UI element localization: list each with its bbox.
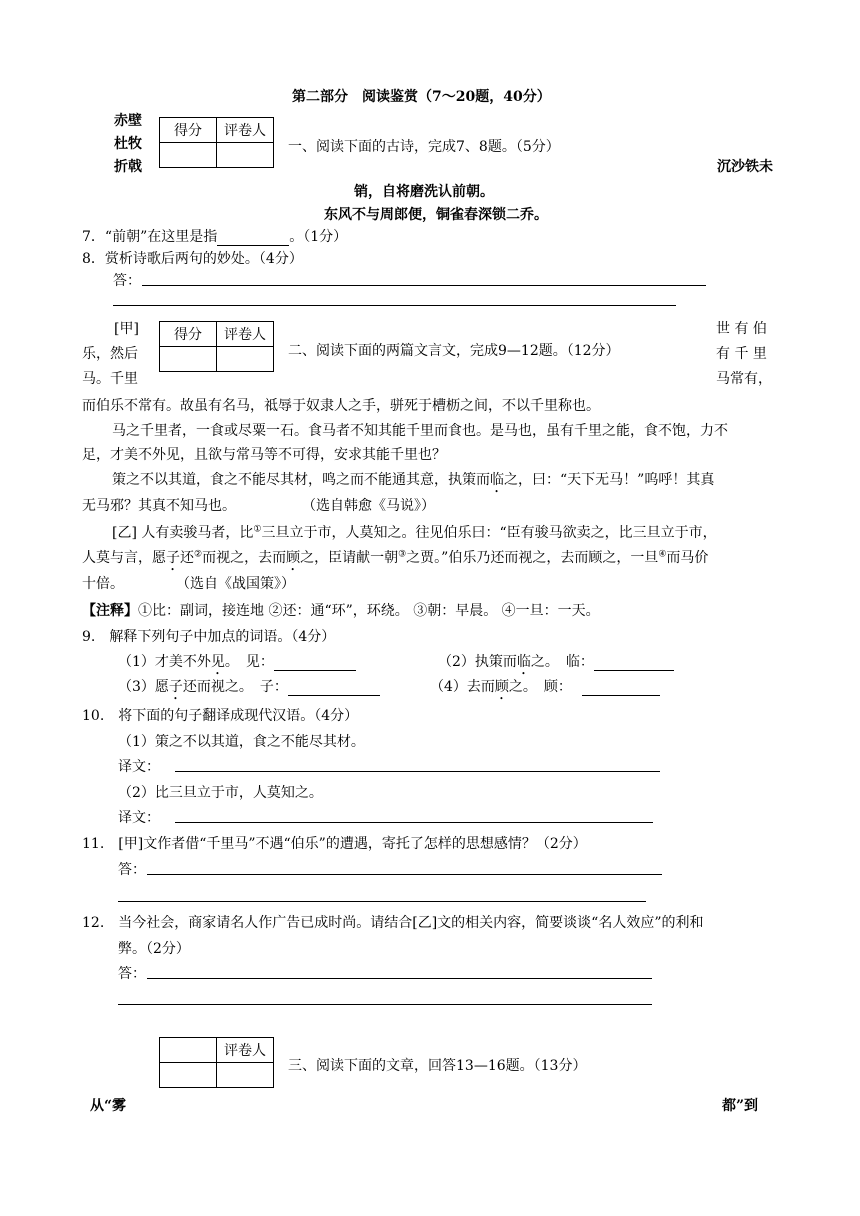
answer-label-11: 答： [118,862,146,878]
yi-line3 [82,573,295,593]
text-run: 而视之，去而 [202,550,287,566]
jia-label: [甲] [114,321,139,337]
question-10-sentence-2: （2）比三旦立于市，人莫知之。 [118,785,323,801]
text-run: 之，臣请献一朝 [300,550,399,566]
dotted-word: 临 [490,472,504,488]
source-citation: （选自韩愈《马说》） [302,498,435,514]
score-box-1 [159,117,274,168]
jia-para3-line1 [112,469,714,496]
question-7-text: 7．“前朝”在这里是指 [82,229,218,245]
text-run: （2）执策而 [438,654,517,670]
score-box-2 [159,321,274,372]
translation-label-1: 译文： [118,759,160,775]
answer-blank[interactable] [274,654,356,671]
text-run: 之。 临： [530,654,594,670]
question-10-sentence-1: （1）策之不以其道，食之不能尽其材。 [118,734,365,750]
question-11: 11. [甲]文作者借“千里马”不遇“伯乐”的遭遇，寄托了怎样的思想感情？（2分） [82,836,587,852]
dotted-word: 子 [166,550,180,566]
grader-cell[interactable] [217,143,274,168]
yi-line2 [82,547,708,574]
text-run: 还而视之。 子： [182,679,288,695]
answer-label-12: 答： [118,966,146,982]
score-header: 得分 [160,322,217,347]
jia-para1-end: 而伯乐不常有。故虽有名马，祗辱于奴隶人之手，骈死于槽枥之间，不以千里称也。 [82,398,600,414]
section1-instruction: 一、阅读下面的古诗，完成7、8题。（5分） [288,139,560,155]
answer-blank[interactable] [582,679,660,696]
dotted-word: 临 [516,654,531,670]
answer-line-12b[interactable] [118,1004,652,1005]
text-run: 。 见： [224,654,274,670]
question-9-item-2 [438,651,674,678]
dotted-word: 顾 [494,679,509,695]
dotted-word: 子 [168,679,183,695]
text-run: 无马邪？其真不知马也。 [82,498,236,514]
answer-line-11b[interactable] [118,901,646,902]
grader-cell[interactable] [217,1063,274,1088]
jia-left-3: 马。千里 [82,371,138,387]
answer-blank[interactable] [594,654,674,671]
dotted-word: 顾 [286,550,301,566]
footnote-marker: ③ [398,549,407,560]
section2-instruction: 二、阅读下面的两篇文言文，完成9—12题。（12分） [288,343,620,359]
score-cell[interactable] [160,347,217,372]
grader-header: 评卷人 [217,1038,274,1063]
text-run: （3）愿 [118,679,169,695]
text-run: 之。 顾： [508,679,572,695]
text-run: （1）才美不外 [118,654,211,670]
poem-author: 杜牧 [114,136,142,152]
translation-line-2[interactable] [175,822,653,823]
poem-line3: 东风不与周郎便，铜雀春深锁二乔。 [324,207,548,223]
score-cell[interactable] [160,1063,217,1088]
text-run: 三旦立于市，人莫知之。往见伯乐曰：“臣有骏马欲卖之，比三旦立于市， [261,525,717,541]
translation-line-1[interactable] [175,771,660,772]
score-box-3 [159,1037,274,1088]
answer-line-11a[interactable] [147,874,662,875]
footnote-marker: ④ [658,549,667,560]
poem-title: 赤壁 [114,113,142,129]
jia-para2-line2: 足，才美不外见，且欲与常马等不可得，安求其能千里也？ [82,447,446,463]
question-9: 9. 解释下列句子中加点的词语。（4分） [82,629,336,645]
text-run: 之，曰：“天下无马！”呜呼！其真 [504,472,715,488]
answer-line-8a[interactable] [142,285,706,286]
poem-line1-tail: 沉沙铁未 [717,159,773,175]
jia-para3-line2 [82,495,435,515]
grader-cell[interactable] [217,347,274,372]
jia-left-2: 乐，然后 [82,346,138,362]
answer-blank-7[interactable] [217,229,289,246]
question-12-line2: 弊。（2分） [118,941,190,957]
jia-right-3: 马常有， [716,371,772,387]
question-9-item-1 [118,651,356,678]
dotted-word: 见 [210,654,225,670]
text-run: 策之不以其道，食之不能尽其材，鸣之而不能通其意，执策而 [112,472,490,488]
answer-label-8: 答： [113,273,141,289]
text-run: 之贾。”伯乐乃还而视之，去而顾之，一旦 [406,550,659,566]
question-10: 10. 将下面的句子翻译成现代汉语。（4分） [82,708,359,724]
article-title-right: 都”到 [722,1098,759,1114]
article-title-left: 从“雾 [90,1098,127,1114]
annotation-text: ①比：副词，接连地 ②还：通“环”，环绕。 ③朝：早晨。 ④一旦：一天。 [138,603,600,619]
part-title: 第二部分 阅读鉴赏（7～20题，40分） [292,89,551,105]
question-12-line1: 12. 当今社会，商家请名人作广告已成时尚。请结合[乙]文的相关内容，简要谈谈“名人效应”的利和 [82,915,704,931]
text-run: 而马价 [666,550,709,566]
jia-para2-line1: 马之千里者，一食或尽粟一石。食马者不知其能千里而食也。是马也，虽有千里之能，食不饱，力不 [112,423,728,439]
question-9-item-4 [430,676,660,703]
text-run: [乙] 人有卖骏马者，比 [112,525,254,541]
text-run: 人莫与言，愿 [82,550,166,566]
text-run: 还 [180,550,194,566]
jia-right-2: 有 千 里 [716,346,767,362]
poem-start: 折戟 [114,159,142,175]
answer-blank[interactable] [288,679,380,696]
translation-label-2: 译文： [118,810,160,826]
question-8: 8．赏析诗歌后两句的妙处。（4分） [82,251,303,267]
annotation-label: 【注释】 [82,603,138,619]
text-run: 十倍。 [82,576,124,592]
annotation [82,600,600,620]
grader-header: 评卷人 [217,118,274,143]
score-cell[interactable] [160,143,217,168]
poem-line2: 销，自将磨洗认前朝。 [354,184,494,200]
answer-line-8b[interactable] [113,305,676,306]
question-9-item-3 [118,676,380,703]
question-7 [82,226,347,246]
footnote-marker: ② [194,549,203,560]
score-header [160,1038,217,1063]
score-header: 得分 [160,118,217,143]
source-citation: （选自《战国策》） [176,576,295,592]
text-run: （4）去而 [430,679,495,695]
section3-instruction: 三、阅读下面的文章，回答13—16题。（13分） [288,1058,587,1074]
yi-line1 [112,522,717,542]
jia-right-1: 世 有 伯 [716,321,767,337]
answer-line-12a[interactable] [147,978,652,979]
grader-header: 评卷人 [217,322,274,347]
question-7-points: 。（1分） [289,229,348,245]
footnote-marker: ① [253,524,262,535]
